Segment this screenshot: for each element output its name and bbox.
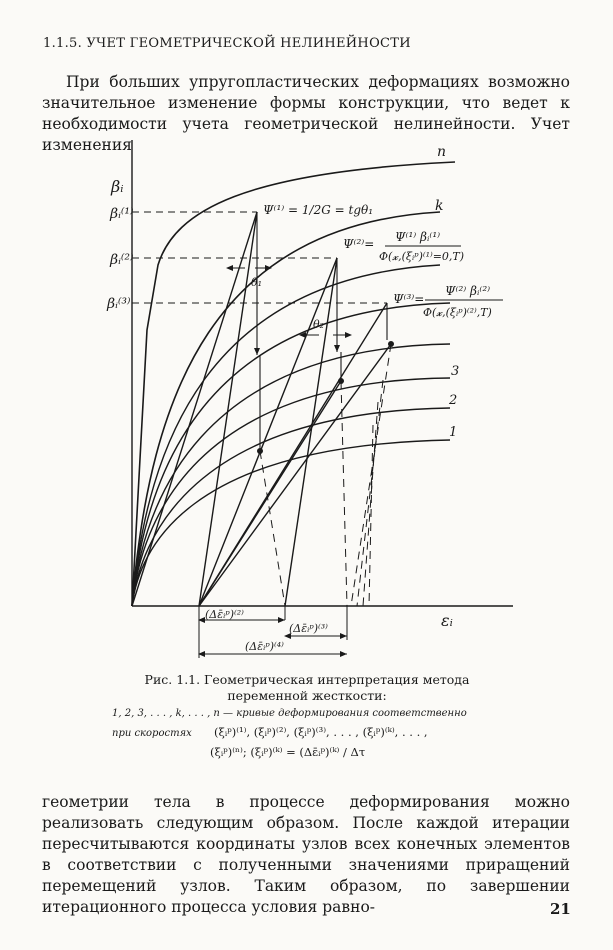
beta3-label: βᵢ⁽³⁾ [107,296,131,312]
psi1-formula: Ψ⁽¹⁾ = 1/2G = tgθ₁ [263,203,374,217]
theta1-label: θ₁ [251,276,263,289]
delta2-label: (Δε̄ᵢᵖ)⁽²⁾ [205,608,244,621]
curve-k-label: k [435,198,444,214]
caption-note: 1, 2, 3, . . . , k, . . . , n — кривые деформирования соответственно [112,708,467,719]
psi2-numerator: Ψ⁽¹⁾ βᵢ⁽¹⁾ [395,230,441,244]
psi2-denominator: Φ(𝔁,(ξᵢᵖ)⁽¹⁾=0,T) [379,250,465,263]
page-number: 21 [550,900,571,918]
curve-m1 [132,265,440,606]
paragraph-intro: При больших упругопластических деформациях возможно значительное изменение формы конструкции, что ведет к необходимости учета геометрической нелинейности. Учет изменения [42,73,570,154]
theta2-label: θ₂ [313,318,325,331]
curve-n-label: n [437,144,447,160]
curve-1-label: 1 [449,425,458,440]
psi3-numerator: Ψ⁽²⁾ βᵢ⁽²⁾ [445,284,491,298]
beta1-label: βᵢ⁽¹⁾ [110,206,134,222]
psi3-denominator: Φ(𝔁,(ξᵢᵖ)⁽²⁾,T) [423,306,492,319]
line-psi2-right [285,258,337,606]
line-psi3-right [199,344,391,606]
curve-3 [132,378,450,606]
caption-formula-line1: (ξᵢᵖ)⁽¹⁾, (ξᵢᵖ)⁽²⁾, (ξᵢᵖ)⁽³⁾, . . . , (ξᵢᵖ)⁽ᵏ⁾, . . . , [214,725,428,739]
caption-prefix: при скоростях [112,728,192,739]
line-psi1-left [132,212,257,606]
line-psi2-left [199,258,337,606]
psi2-left: Ψ⁽²⁾= [343,237,375,251]
y-axis-label: βᵢ [111,177,124,196]
delta3-label: (Δε̄ᵢᵖ)⁽³⁾ [289,622,328,635]
caption-formula [112,725,502,759]
psi3-left: Ψ⁽³⁾= [393,292,425,306]
caption-title: Рис. 1.1. Геометрическая интерпретация метода переменной жесткости: [144,672,470,703]
x-axis-label: εᵢ [441,611,453,630]
curve-3-label: 3 [451,364,460,379]
curve-2-label: 2 [449,393,458,408]
line-psi3-mid [199,381,341,606]
curve-2 [132,408,450,606]
caption-formula-line2: (ξᵢᵖ)⁽ⁿ⁾; (ξᵢᵖ)⁽ᵏ⁾ = (Δε̄ᵢᵖ)⁽ᵏ⁾ / Δτ [210,745,366,759]
paragraph-continuation: геометрии тела в процессе деформирования можно реализовать следующим образом. После каждой итерации пересчитываются координаты узлов всех конечных элементов в соответствии с полученными значениями приращений перемещений узлов. Таким образом, по завершении итерационного процесса условия равно- [42,793,570,916]
delta4-label: (Δε̄ᵢᵖ)⁽⁴⁾ [245,640,284,653]
beta2-label: βᵢ⁽²⁾ [110,252,134,268]
curve-k [132,212,440,606]
figure-variable-stiffness [95,140,515,665]
figure-caption [112,672,502,759]
section-heading: 1.1.5. УЧЕТ ГЕОМЕТРИЧЕСКОЙ НЕЛИНЕЙНОСТИ [43,36,411,51]
line-psi1-right [199,212,257,606]
